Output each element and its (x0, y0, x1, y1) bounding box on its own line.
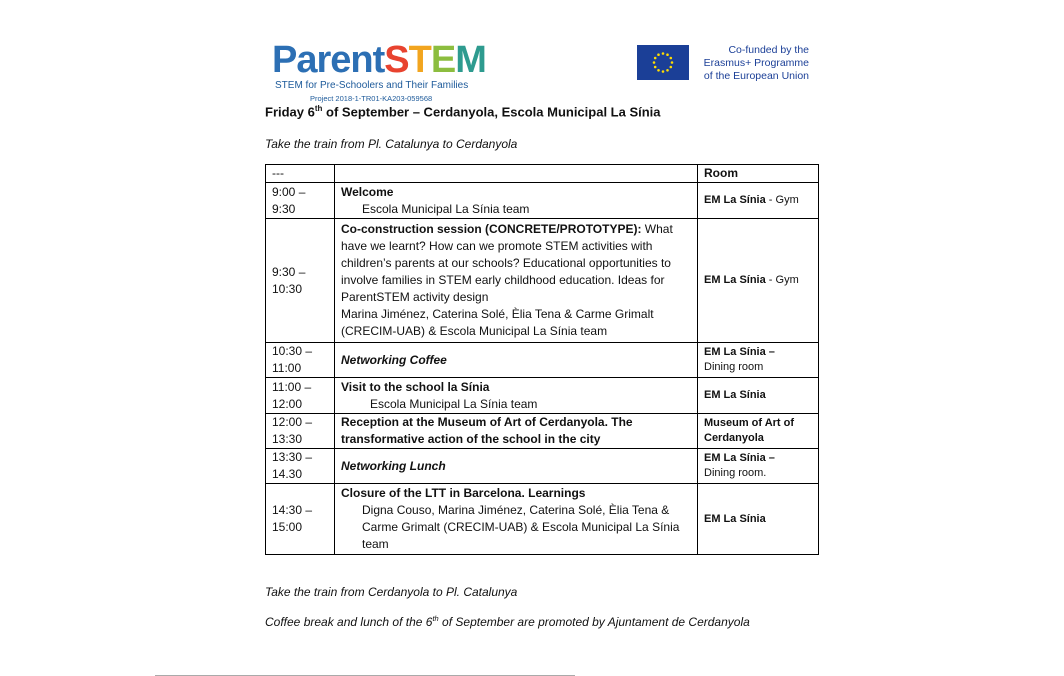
table-header-row (266, 165, 819, 183)
logo-tagline: STEM for Pre-Schoolers and Their Families (275, 80, 469, 91)
page-title: Friday 6th of September – Cerdanyola, Escola Municipal La Sínia (265, 104, 661, 120)
activity-cell: Networking Coffee (335, 343, 698, 378)
table-row (266, 378, 819, 414)
time-cell: 13:30 – 14.30 (266, 449, 335, 484)
agenda-table (265, 164, 819, 555)
header-time: --- (266, 165, 335, 183)
activity-cell: Closure of the LTT in Barcelona. Learnings Digna Couso, Marina Jiménez, Caterina Solé, Èlia Tena & Carme Grimalt (CRECIM-UAB) & Escola Municipal La Sínia team (335, 484, 698, 555)
eu-flag-icon (637, 45, 689, 80)
time-cell: 11:00 – 12:00 (266, 378, 335, 414)
activity-cell: Visit to the school la Sínia Escola Municipal La Sínia team (335, 378, 698, 414)
table-row (266, 219, 819, 343)
time-cell: 14:30 – 15:00 (266, 484, 335, 555)
logo-wordmark: ParentSTEM (272, 39, 486, 81)
activity-cell: Reception at the Museum of Art of Cerdanyola. The transformative action of the school in the city (335, 414, 698, 449)
train-note-bottom: Take the train from Cerdanyola to Pl. Catalunya (265, 585, 518, 599)
time-cell: 9:00 – 9:30 (266, 183, 335, 219)
eu-cofunded-text: Co-funded by the Erasmus+ Programme of the European Union (703, 44, 809, 82)
time-cell: 12:00 – 13:30 (266, 414, 335, 449)
room-cell: EM La Sínia - Gym (698, 183, 819, 219)
sponsor-note: Coffee break and lunch of the 6th of September are promoted by Ajuntament de Cerdanyola (265, 614, 750, 629)
table-row (266, 484, 819, 555)
room-cell: EM La Sínia (698, 484, 819, 555)
header-room: Room (698, 165, 819, 183)
activity-cell: Co-construction session (CONCRETE/PROTOTYPE): What have we learnt? How can we promote STEM activities with children’s parents at our schools? Educational opportunities to involve families in STEM early childhood education. Ideas for ParentSTEM activity design Marina Jiménez, Caterina Solé, Èlia Tena & Carme Grimalt (CRECIM-UAB) & Escola Municipal La Sínia team (335, 219, 698, 343)
room-cell: EM La Sínia - Gym (698, 219, 819, 343)
activity-cell: Networking Lunch (335, 449, 698, 484)
table-row (266, 449, 819, 484)
room-cell: Museum of Art of Cerdanyola (698, 414, 819, 449)
room-cell: EM La Sínia – Dining room. (698, 449, 819, 484)
room-cell: EM La Sínia – Dining room (698, 343, 819, 378)
time-cell: 9:30 – 10:30 (266, 219, 335, 343)
project-code: Project 2018-1-TR01-KA203-059568 (310, 94, 433, 103)
time-cell: 10:30 – 11:00 (266, 343, 335, 378)
parentstem-logo (272, 39, 486, 103)
table-row (266, 183, 819, 219)
header-activity (335, 165, 698, 183)
table-row (266, 414, 819, 449)
activity-cell: Welcome Escola Municipal La Sínia team (335, 183, 698, 219)
train-note-top: Take the train from Pl. Catalunya to Cerdanyola (265, 137, 518, 151)
room-cell: EM La Sínia (698, 378, 819, 414)
table-row (266, 343, 819, 378)
